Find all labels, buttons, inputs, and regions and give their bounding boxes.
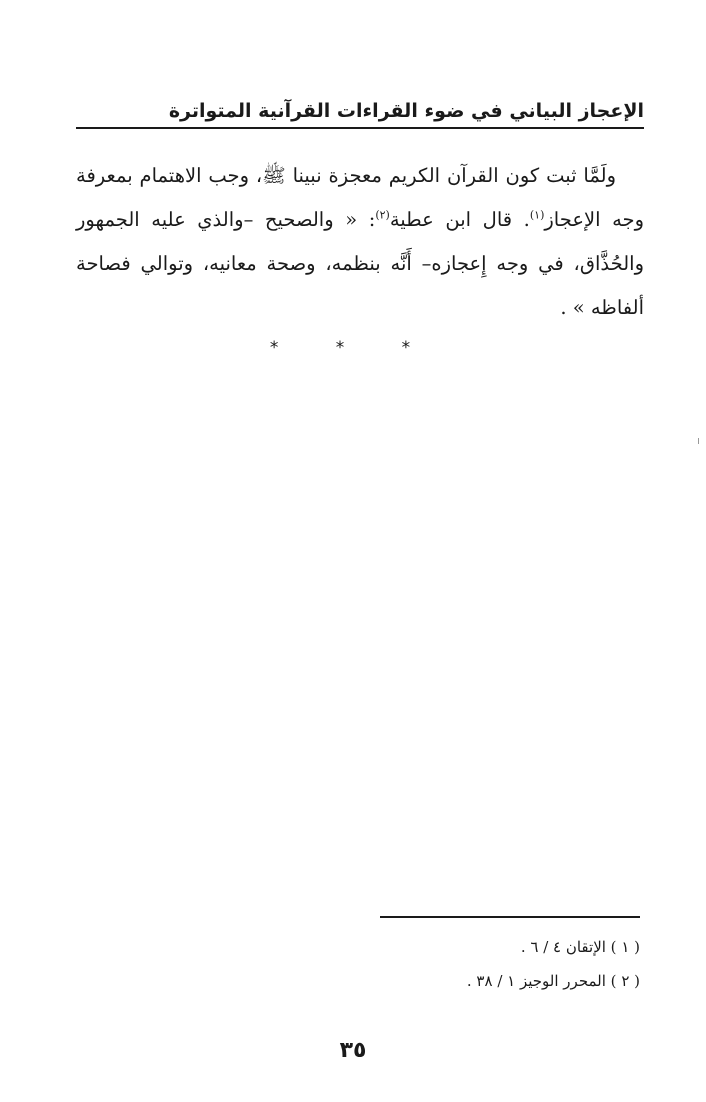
footnote-2: ( ٢ ) المحرر الوجيز ١ / ٣٨ . <box>466 972 640 990</box>
footnote-marker-2: (٢) <box>375 208 390 222</box>
scan-mark <box>698 438 699 444</box>
footnotes <box>240 930 640 998</box>
header-rule <box>76 127 644 129</box>
paragraph-part-3: : « والصحيح –والذي عليه الجمهور والحُذَّاق، في وجه إِعجازه– أَنَّه بنظمه، وصحة معانيه، وتوالي فصاحة ألفاظه » . <box>76 208 644 319</box>
page-number: ٣٥ <box>339 1038 367 1063</box>
footnote-rule <box>380 916 640 918</box>
main-text <box>76 154 644 330</box>
paragraph-part-1: ولَمَّا ثبت كون القرآن الكريم معجزة نبينا ﷺ، وجب الاهتمام بمعرفة وجه الإعجاز <box>76 164 645 231</box>
paragraph-part-2: . قال ابن عطية <box>389 208 530 231</box>
running-header: الإعجاز البياني في ضوء القراءات القرآنية المتواترة <box>168 100 644 122</box>
footnote-1: ( ١ ) الإتقان ٤ / ٦ . <box>520 938 640 956</box>
section-separator: * * * <box>269 338 437 358</box>
paragraph <box>76 154 644 330</box>
footnote-marker-1: (١) <box>529 208 545 222</box>
